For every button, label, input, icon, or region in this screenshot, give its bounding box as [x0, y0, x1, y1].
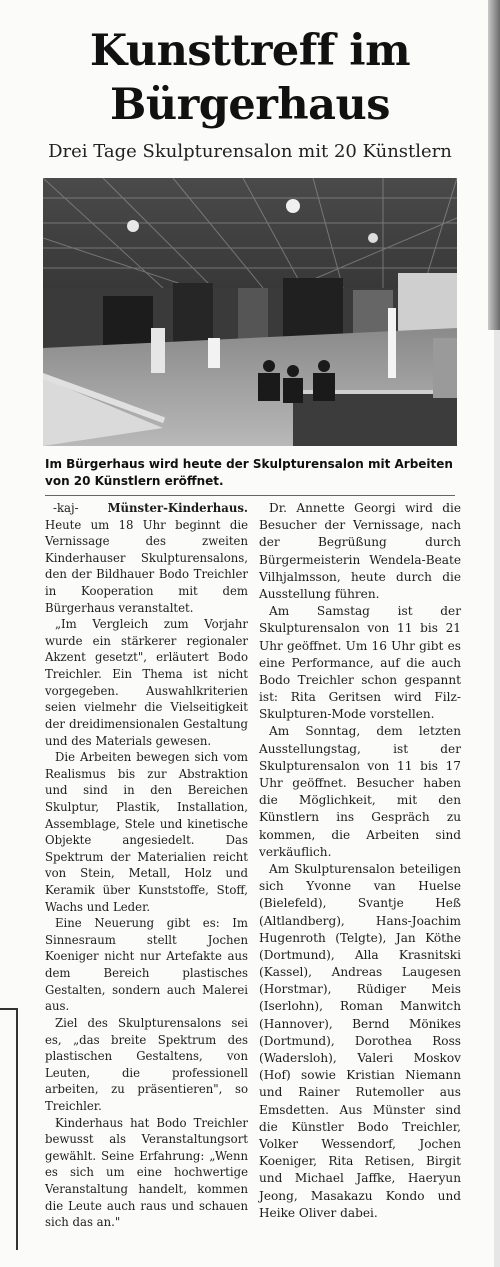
- paragraph-7: Dr. Annette Georgi wird die Besucher der Vernissage, nach der Begrüßung durch Bürgermeisterin Wendela-Beate Vilhjalmsson, heute durch die Ausstellung führen.: [259, 501, 461, 601]
- paragraph-8: Am Samstag ist der Skulpturensalon von 11 bis 21 Uhr geöffnet. Um 16 Uhr gibt es eine Performance, auf die auch Bodo Treichler schon gespannt ist: Rita Geritsen wird Filz-Skulpturen-Mode vorstellen.: [259, 604, 461, 722]
- byline: -kaj-: [53, 501, 79, 515]
- paragraph-10: Am Skulpturensalon beteiligen sich Yvonne van Huelse (Bielefeld), Svantje Heß (Altlandberg), Hans-Joachim Hugenroth (Telgte), Jan Köthe (Dortmund), Alla Krasnitski (Kassel), Andreas Laugesen (Horstmar), Rüdiger Meis (Iserlohn), Roman Manwitch (Hannover), Bernd Mönikes (Dortmund), Dorothea Ross (Wadersloh), Valeri Moskov (Hof) sowie Kristian Niemann und Rainer Rutemoller aus Emsdetten. Aus Münster sind die Künstler Bodo Treichler, Volker Wessendorf, Jochen Koeniger, Rita Retisen, Birgit und Michael Jaffke, Haeryun Jeong, Masakazu Kondo und Heike Oliver dabei.: [259, 861, 461, 1220]
- paragraph-5: Ziel des Skulpturensalons sei es, „das breite Spektrum des plastischen Gestaltens, von Leuten, die professionell arbeiten, zu präsentieren", so Treichler.: [45, 1015, 248, 1113]
- dateline: Münster-Kinderhaus.: [107, 501, 248, 515]
- paragraph-1-text: Heute um 18 Uhr beginnt die Vernissage des zweiten Kinderhauser Skulpturensalons, den der Bildhauer Bodo Treichler in Kooperation mit dem Bürgerhaus veranstaltet.: [45, 517, 248, 615]
- photo-caption: Im Bürgerhaus wird heute der Skulpturensalon mit Arbeiten von 20 Künstlern eröffnet.: [45, 457, 453, 488]
- paragraph-2: „Im Vergleich zum Vorjahr wurde ein stärkerer regionaler Akzent gesetzt", erläutert Bodo Treichler. Ein Thema ist nicht vorgegeben. Auswahlkriterien seien vielmehr die Vielseitigkeit der dreidimensionalen Gestaltung und des Materials gewesen.: [45, 617, 248, 748]
- paragraph-6: Kinderhaus hat Bodo Treichler bewusst als Veranstaltungsort gewählt. Seine Erfahrung: „Wenn es sich um eine hochwertige Veranstaltung handelt, kommen die Leute auch raus und schauen sich das an.": [45, 1115, 248, 1230]
- headline: [40, 24, 460, 132]
- paragraph-3: Die Arbeiten bewegen sich vom Realismus bis zur Abstraktion und sind in den Bereichen Skulptur, Plastik, Installation, Assemblage, Stele und kinetische Objekte angesiedelt. Das Spektrum der Materialien reicht von Stein, Metall, Holz und Keramik über Kunststoffe, Stoff, Wachs und Leder.: [45, 750, 248, 914]
- headline-line-2: Bürgerhaus: [110, 80, 390, 130]
- scan-edge-lower: [494, 330, 500, 1267]
- caption-divider: [45, 495, 455, 496]
- paragraph-4: Eine Neuerung gibt es: Im Sinnesraum stellt Jochen Koeniger nicht nur Artefakte aus dem Bereich plastisches Gestalten, sondern auch Malerei aus.: [45, 916, 248, 1014]
- article-photo: [43, 178, 457, 446]
- scan-edge: [488, 0, 500, 330]
- article-column-2: [259, 500, 461, 1222]
- paragraph-1: [45, 500, 248, 616]
- neighbor-article-fragment: [0, 1008, 18, 1250]
- paragraph-9: Am Sonntag, dem letzten Ausstellungstag, ist der Skulpturensalon von 11 bis 17 Uhr geöffnet. Besucher haben die Möglichkeit, mit den Künstlern ins Gespräch zu kommen, die Arbeiten sind verkäuflich.: [259, 724, 461, 859]
- subheadline: Drei Tage Skulpturensalon mit 20 Künstlern: [48, 141, 452, 162]
- photo-exhibition-hall: [43, 178, 457, 446]
- headline-line-1: Kunsttreff im: [89, 26, 411, 76]
- article-column-1: [45, 500, 248, 1231]
